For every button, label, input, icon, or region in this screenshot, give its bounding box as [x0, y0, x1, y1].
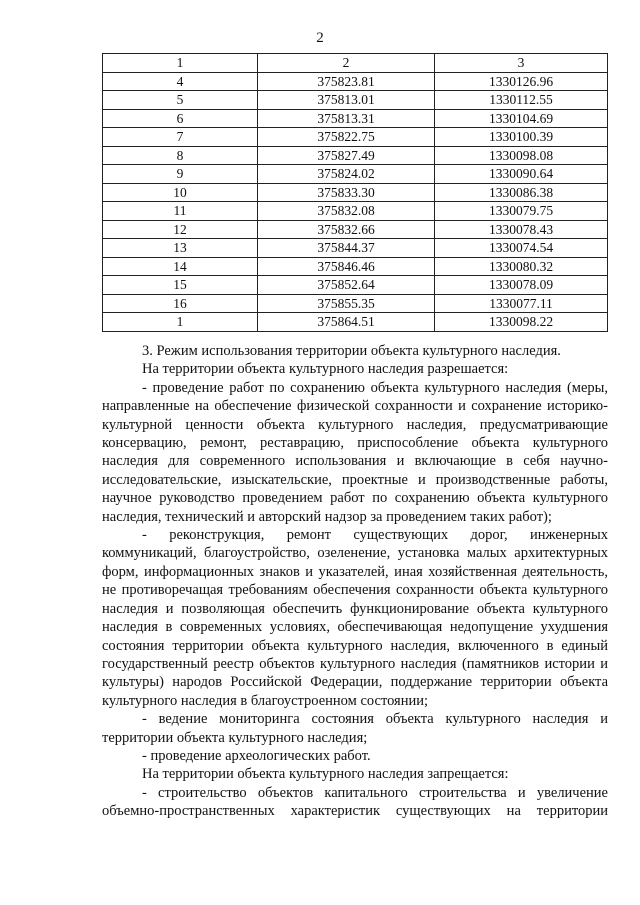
- cell-y-coordinate: 1330112.55: [435, 91, 608, 110]
- cell-y-coordinate: 1330098.22: [435, 313, 608, 332]
- allowed-item-4: - проведение археологических работ.: [142, 747, 371, 764]
- cell-x-coordinate: 375844.37: [258, 239, 435, 258]
- table-row: [103, 72, 608, 91]
- cell-x-coordinate: 375813.01: [258, 91, 435, 110]
- cell-point-number: 9: [103, 165, 258, 184]
- cell-point-number: 6: [103, 109, 258, 128]
- table-row: [103, 146, 608, 165]
- header-cell-y: 3: [435, 54, 608, 73]
- cell-point-number: 14: [103, 257, 258, 276]
- cell-y-coordinate: 1330074.54: [435, 239, 608, 258]
- cell-point-number: 11: [103, 202, 258, 221]
- cell-y-coordinate: 1330098.08: [435, 146, 608, 165]
- cell-point-number: 8: [103, 146, 258, 165]
- prohibited-item-1: - строительство объектов капитального строительства и увеличение объемно-пространственных характеристик существующих на территории: [102, 784, 608, 820]
- table-row: [103, 257, 608, 276]
- cell-x-coordinate: 375864.51: [258, 313, 435, 332]
- cell-point-number: 12: [103, 220, 258, 239]
- cell-x-coordinate: 375855.35: [258, 294, 435, 313]
- cell-x-coordinate: 375852.64: [258, 276, 435, 295]
- coordinates-table-body: [103, 54, 608, 332]
- cell-point-number: 10: [103, 183, 258, 202]
- cell-x-coordinate: 375832.66: [258, 220, 435, 239]
- cell-x-coordinate: 375833.30: [258, 183, 435, 202]
- cell-y-coordinate: 1330104.69: [435, 109, 608, 128]
- cell-y-coordinate: 1330100.39: [435, 128, 608, 147]
- cell-y-coordinate: 1330080.32: [435, 257, 608, 276]
- allowed-item-3: - ведение мониторинга состояния объекта культурного наследия и территории объекта культурного наследия;: [102, 711, 608, 746]
- cell-y-coordinate: 1330078.09: [435, 276, 608, 295]
- table-row: [103, 239, 608, 258]
- allowed-item-2: - реконструкция, ремонт существующих дорог, инженерных коммуникаций, благоустройство, озеленение, установка малых архитектурных форм, информационных знаков и указателей, иная хозяйственная деятельность, не противоречащая требованиям обеспечения сохранности объекта культурного наследия и позволяющая обеспечить функционирование объекта культурного наследия в современных условиях, обеспечивающая недопущение ухудшения состояния территории объекта культурного наследия, включенного в единый государственный реестр объектов культурного наследия (памятников истории и культуры) народов Российской Федерации, поддержание территории объекта культурного наследия в благоустроенном состоянии;: [102, 527, 608, 709]
- cell-point-number: 1: [103, 313, 258, 332]
- page-number: 2: [316, 30, 324, 46]
- table-row: [103, 294, 608, 313]
- table-row: [103, 165, 608, 184]
- allowed-item-1: - проведение работ по сохранению объекта культурного наследия (меры, направленные на обеспечение физической сохранности и сохранение историко-культурной ценности объекта культурного наследия, предусматривающие консервацию, ремонт, реставрацию, приспособление объекта культурного наследия для современного использования и включающие в себя научно-исследовательские, изыскательские, проектные и производственные работы, научное руководство проведением работ по сохранению объекта культурного наследия, технический и авторский надзор за проведением таких работ);: [102, 379, 608, 525]
- cell-y-coordinate: 1330126.96: [435, 72, 608, 91]
- cell-x-coordinate: 375822.75: [258, 128, 435, 147]
- cell-point-number: 5: [103, 91, 258, 110]
- table-row: [103, 91, 608, 110]
- cell-x-coordinate: 375832.08: [258, 202, 435, 221]
- cell-x-coordinate: 375827.49: [258, 146, 435, 165]
- table-row: [103, 276, 608, 295]
- header-cell-number: 1: [103, 54, 258, 73]
- cell-y-coordinate: 1330079.75: [435, 202, 608, 221]
- coordinates-table: [102, 53, 608, 332]
- cell-x-coordinate: 375823.81: [258, 72, 435, 91]
- document-body: [102, 342, 608, 821]
- header-cell-x: 2: [258, 54, 435, 73]
- cell-x-coordinate: 375813.31: [258, 109, 435, 128]
- table-row: [103, 109, 608, 128]
- cell-point-number: 16: [103, 294, 258, 313]
- cell-y-coordinate: 1330077.11: [435, 294, 608, 313]
- table-header-row: [103, 54, 608, 73]
- cell-point-number: 4: [103, 72, 258, 91]
- table-row: [103, 313, 608, 332]
- table-row: [103, 202, 608, 221]
- cell-y-coordinate: 1330086.38: [435, 183, 608, 202]
- cell-x-coordinate: 375846.46: [258, 257, 435, 276]
- cell-y-coordinate: 1330090.64: [435, 165, 608, 184]
- cell-x-coordinate: 375824.02: [258, 165, 435, 184]
- prohibited-intro: На территории объекта культурного наследия запрещается:: [142, 766, 509, 783]
- cell-point-number: 7: [103, 128, 258, 147]
- cell-point-number: 15: [103, 276, 258, 295]
- section-heading: 3. Режим использования территории объекта культурного наследия.: [142, 343, 561, 359]
- cell-y-coordinate: 1330078.43: [435, 220, 608, 239]
- allowed-intro: На территории объекта культурного наследия разрешается:: [142, 361, 509, 378]
- table-row: [103, 220, 608, 239]
- table-row: [103, 183, 608, 202]
- cell-point-number: 13: [103, 239, 258, 258]
- table-row: [103, 128, 608, 147]
